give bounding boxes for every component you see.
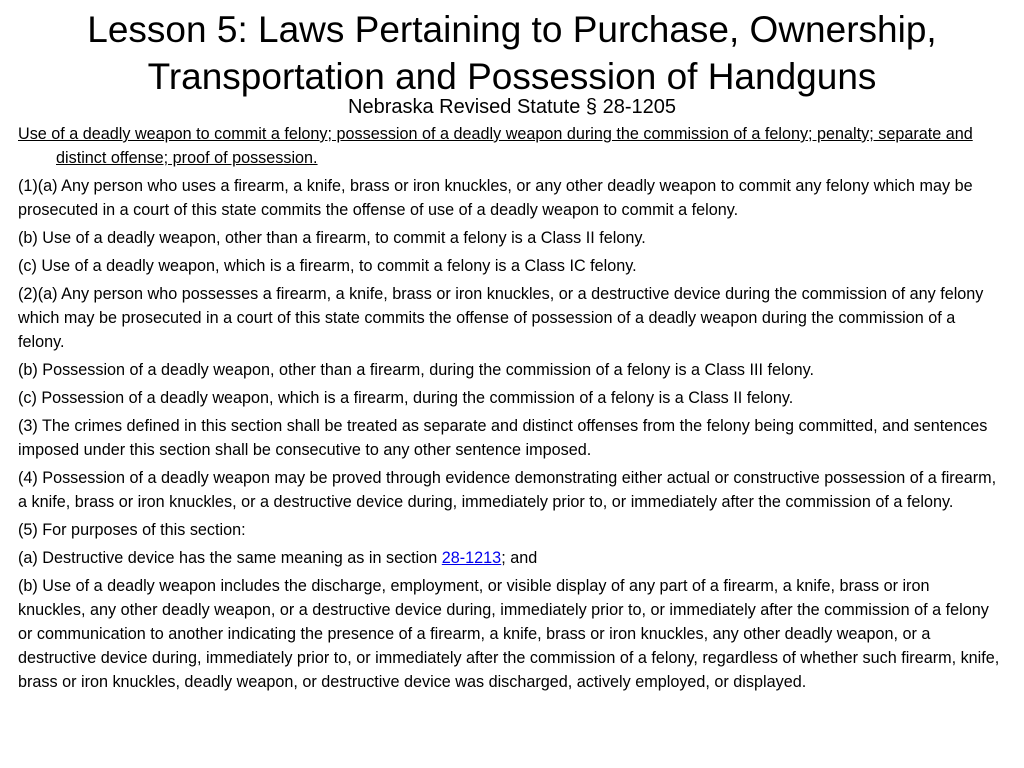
paragraph-1c: (c) Use of a deadly weapon, which is a firearm, to commit a felony is a Class IC felony.: [18, 257, 637, 275]
statute-heading: Use of a deadly weapon to commit a felony; possession of a deadly weapon during the commission of a felony; penalty; separate and distinct offense; proof of possession.: [18, 125, 973, 167]
paragraph-5: (5) For purposes of this section:: [18, 521, 246, 539]
paragraph-2b: (b) Possession of a deadly weapon, other than a firearm, during the commission of a felony is a Class III felony.: [18, 361, 814, 379]
paragraph-5a: [18, 546, 1000, 570]
slide-title: [20, 6, 1004, 100]
statute-body: [18, 122, 1000, 698]
statute-subtitle: Nebraska Revised Statute § 28-1205: [348, 96, 676, 118]
title-line-1: Lesson 5: Laws Pertaining to Purchase, Ownership,: [87, 9, 937, 50]
title-line-2: Transportation and Possession of Handguns: [147, 56, 877, 97]
paragraph-5a-text: (a) Destructive device has the same meaning as in section: [18, 549, 442, 567]
paragraph-1b: (b) Use of a deadly weapon, other than a firearm, to commit a felony is a Class II felony.: [18, 229, 646, 247]
paragraph-2c: (c) Possession of a deadly weapon, which is a firearm, during the commission of a felony is a Class II felony.: [18, 389, 794, 407]
section-28-1213-link[interactable]: 28-1213: [441, 549, 502, 567]
paragraph-5b: (b) Use of a deadly weapon includes the discharge, employment, or visible display of any part of a firearm, a knife, brass or iron knuckles, any other deadly weapon, or a destructive device during, immediately prior to, or immediately after the commission of a felony or communication to another indicating the presence of a firearm, a knife, brass or iron knuckles, any other deadly weapon, or a destructive device during, immediately prior to, or immediately after the commission of a felony, regardless of whether such firearm, knife, brass or iron knuckles, deadly weapon, or destructive device was discharged, actively employed, or displayed.: [18, 577, 1000, 691]
paragraph-2a: (2)(a) Any person who possesses a firearm, a knife, brass or iron knuckles, or a destructive device during the commission of any felony which may be prosecuted in a court of this state commits the offense of possession of a deadly weapon during the commission of a felony.: [18, 285, 984, 351]
paragraph-1a: (1)(a) Any person who uses a firearm, a knife, brass or iron knuckles, or any other deadly weapon to commit any felony which may be prosecuted in a court of this state commits the offense of use of a deadly weapon to commit a felony.: [18, 177, 973, 219]
paragraph-4: (4) Possession of a deadly weapon may be proved through evidence demonstrating either actual or constructive possession of a firearm, a knife, brass or iron knuckles, or a destructive device during, immediately prior to, or immediately after the commission of a felony.: [18, 469, 997, 511]
paragraph-5a-tail: ; and: [501, 549, 538, 567]
paragraph-3: (3) The crimes defined in this section shall be treated as separate and distinct offenses from the felony being committed, and sentences imposed under this section shall be consecutive to any other sentence imposed.: [18, 417, 988, 459]
